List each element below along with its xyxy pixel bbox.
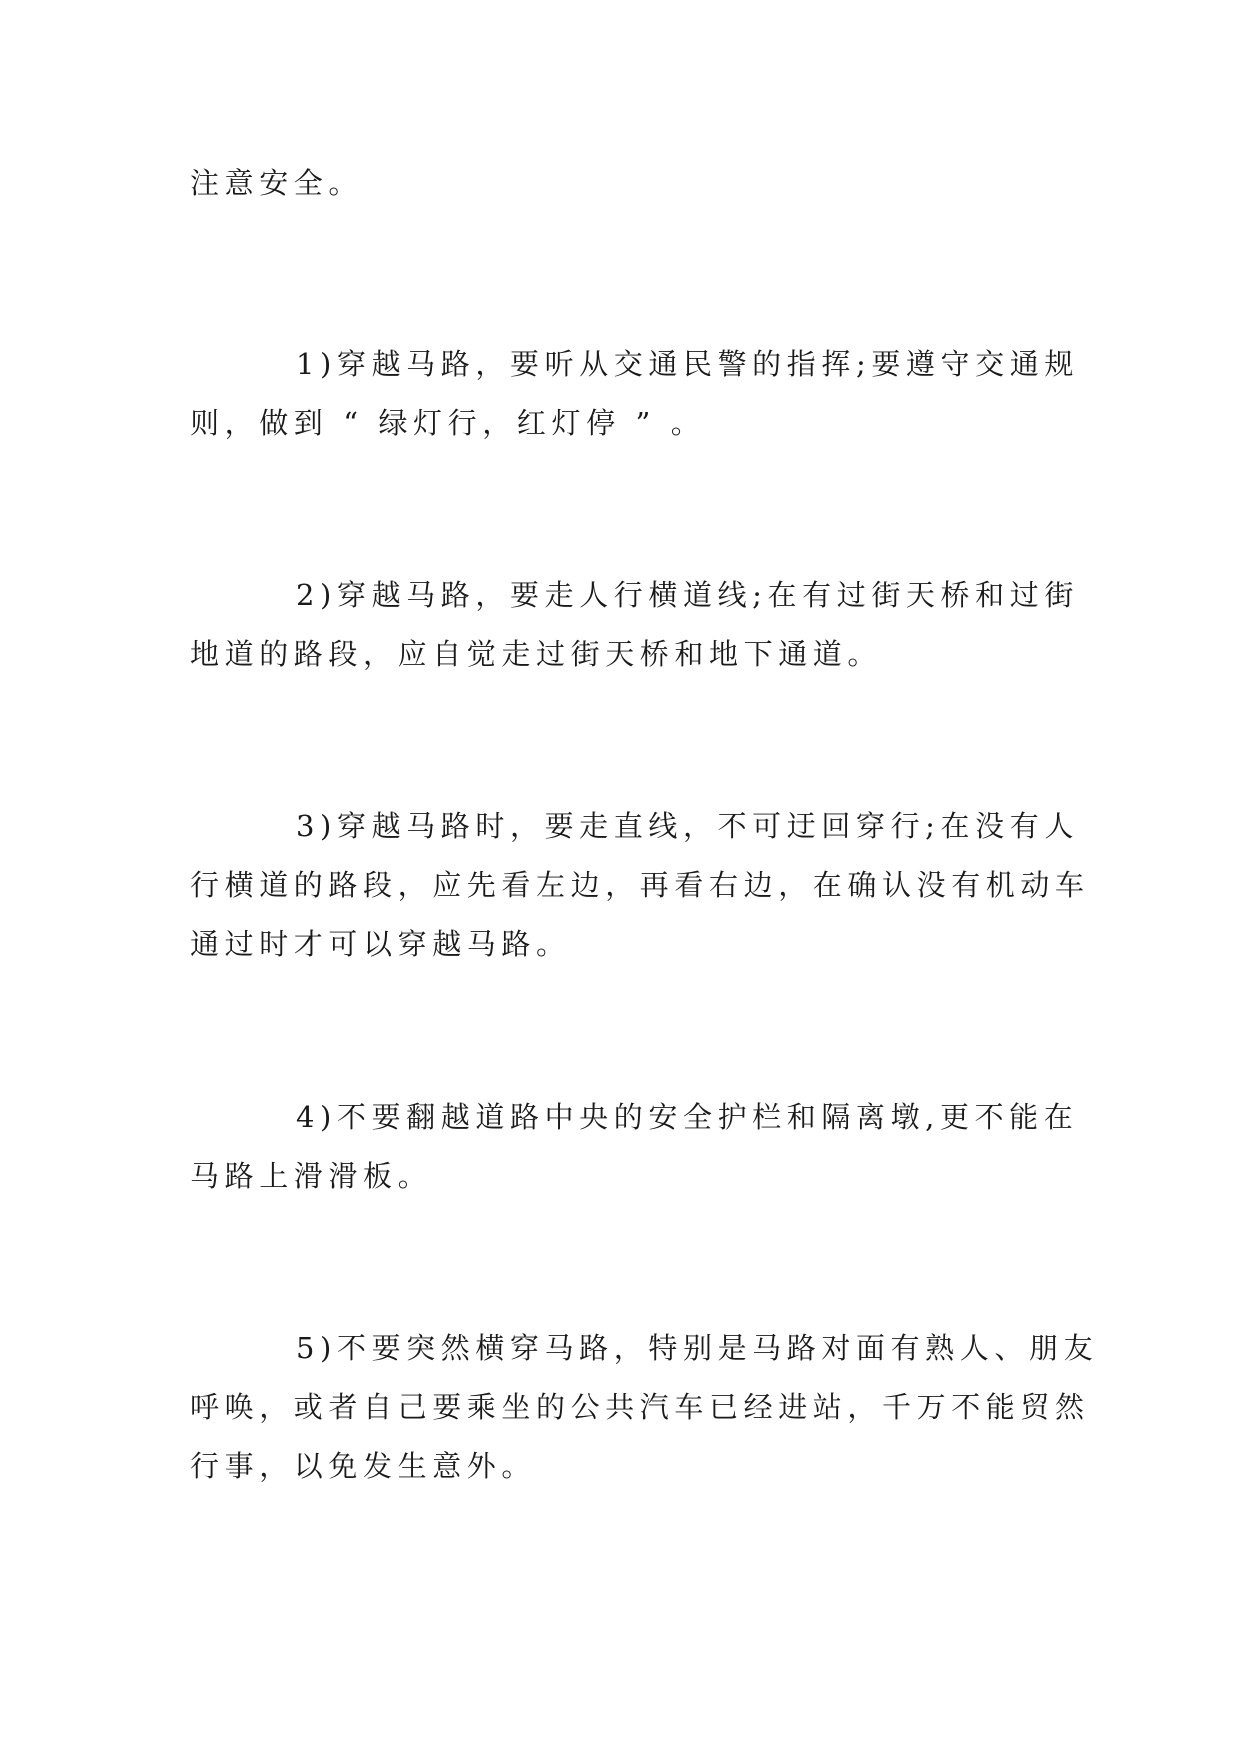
- paragraph-closing: [190, 154, 1060, 213]
- paragraph-line: 4)不要翻越道路中央的安全护栏和隔离墩,更不能在: [296, 1100, 1079, 1134]
- paragraph-line: 马路上滑滑板。: [190, 1159, 433, 1193]
- paragraph-rule-3: [190, 797, 1090, 974]
- paragraph-rule-4: [190, 1088, 1079, 1206]
- paragraph-rule-1: [190, 335, 1079, 453]
- paragraph-rule-2: [190, 566, 1079, 684]
- paragraph-line: 注意安全。: [190, 166, 364, 200]
- paragraph-line: 1)穿越马路，要听从交通民警的指挥;要遵守交通规: [296, 347, 1079, 381]
- paragraph-line: 行事，以免发生意外。: [190, 1449, 537, 1483]
- paragraph-rule-5: [190, 1319, 1099, 1496]
- paragraph-line: 5)不要突然横穿马路，特别是马路对面有熟人、朋友: [296, 1331, 1099, 1365]
- paragraph-line: 3)穿越马路时，要走直线，不可迂回穿行;在没有人: [296, 809, 1079, 843]
- paragraph-line: 地道的路段，应自觉走过街天桥和地下通道。: [190, 637, 883, 671]
- paragraph-line: 2)穿越马路，要走人行横道线;在有过街天桥和过街: [296, 578, 1079, 612]
- paragraph-line: 行横道的路段，应先看左边，再看右边，在确认没有机动车: [190, 868, 1090, 902]
- paragraph-line: 呼唤，或者自己要乘坐的公共汽车已经进站，千万不能贸然: [190, 1390, 1090, 1424]
- paragraph-line: 通过时才可以穿越马路。: [190, 927, 571, 961]
- paragraph-line: 则，做到 “ 绿灯行，红灯停 ” 。: [190, 406, 706, 440]
